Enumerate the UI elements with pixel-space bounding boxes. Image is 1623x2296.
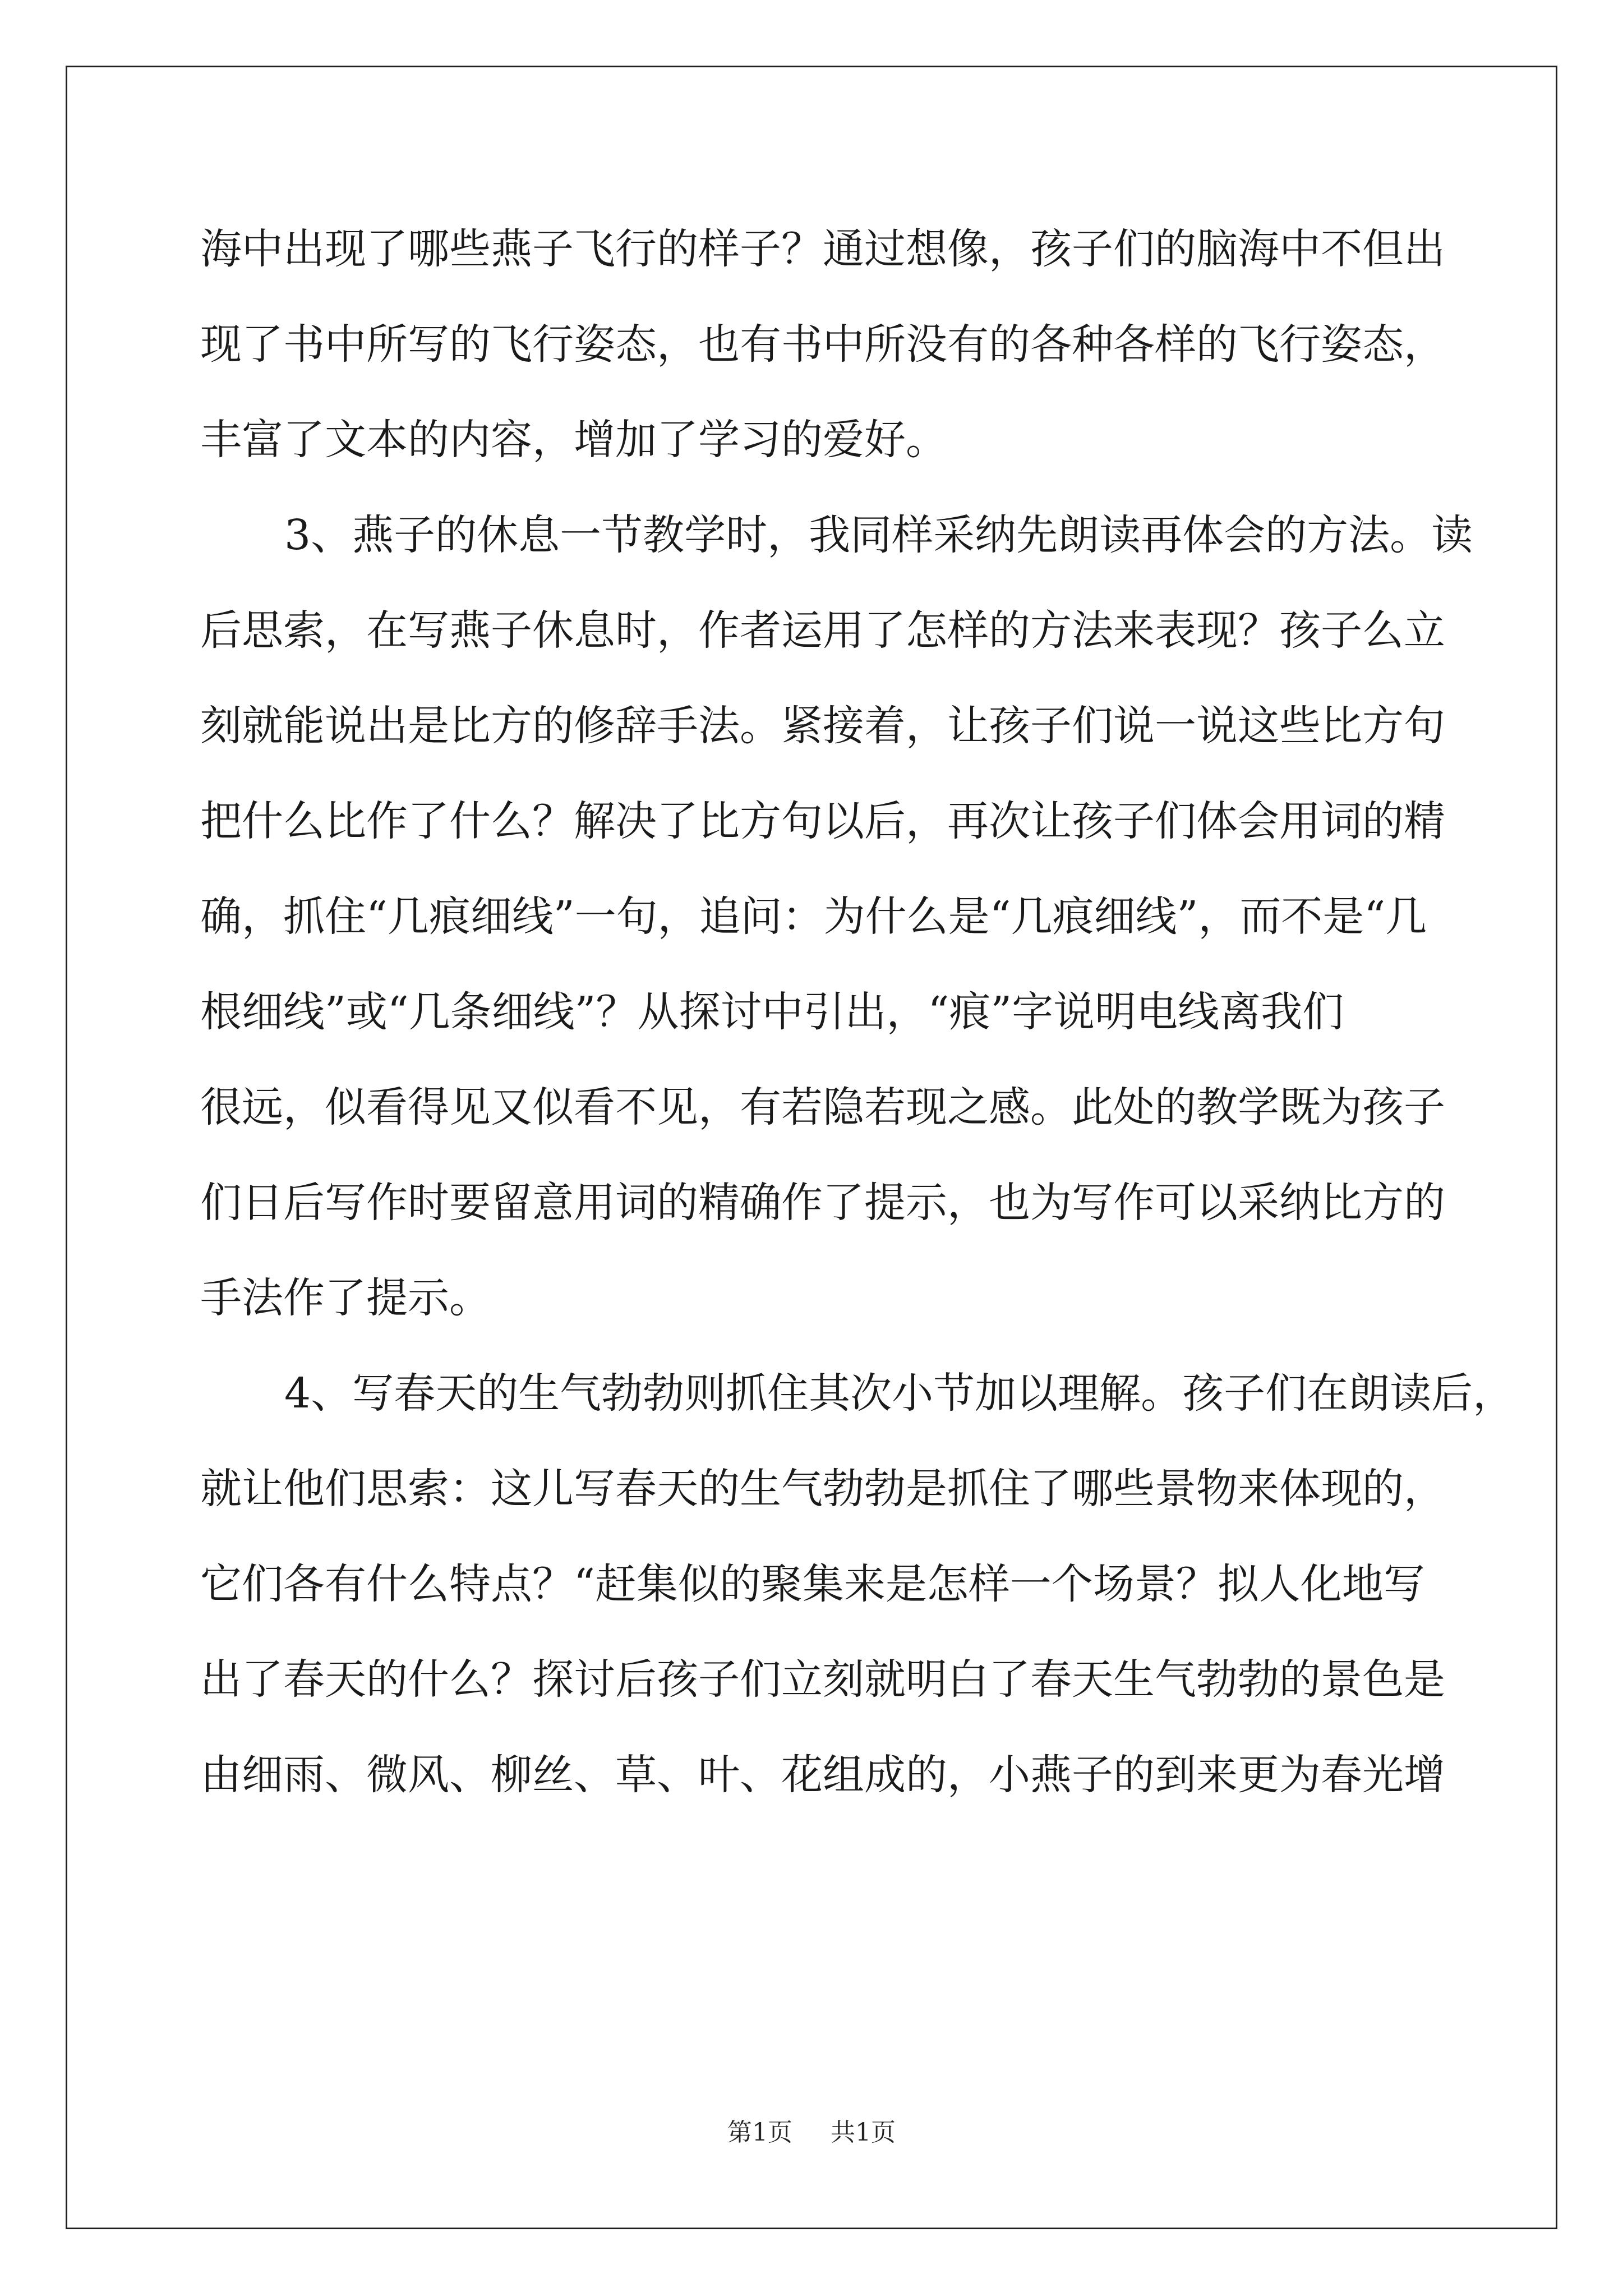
page-total: 共1页 (831, 2118, 896, 2147)
text-line-10: 很远，似看得见又似看不见，有若隐若现之感。此处的教学既为孩子 (200, 1083, 1445, 1131)
text-line-4: 3、燕子的休息一节教学时，我同样采纳先朗读再体会的方法。读 (284, 511, 1473, 559)
text-line-11: 们日后写作时要留意用词的精确作了提示，也为写作可以采纳比方的 (200, 1179, 1445, 1227)
text-line-7: 把什么比作了什么？解决了比方句以后，再次让孩子们体会用词的精 (200, 797, 1445, 845)
text-line-2: 现了书中所写的飞行姿态，也有书中所没有的各种各样的飞行姿态， (200, 320, 1445, 369)
text-line-3: 丰富了文本的内容，增加了学习的爱好。 (200, 416, 947, 464)
page-border (66, 66, 1557, 2229)
text-line-16: 出了春天的什么？探讨后孩子们立刻就明白了春天生气勃勃的景色是 (200, 1655, 1445, 1704)
text-line-14: 就让他们思索：这儿写春天的生气勃勃是抓住了哪些景物来体现的， (200, 1465, 1445, 1513)
text-line-17: 由细雨、微风、柳丝、草、叶、花组成的，小燕子的到来更为春光增 (200, 1751, 1445, 1799)
text-line-12: 手法作了提示。 (200, 1274, 491, 1322)
text-line-8: 确，抓住“几痕细线”一句，追问：为什么是“几痕细线”，而不是“几 (200, 892, 1427, 941)
text-line-5: 后思索，在写燕子休息时，作者运用了怎样的方法来表现？孩子么立 (200, 606, 1445, 655)
text-line-15: 它们各有什么特点？“赶集似的聚集来是怎样一个场景？拟人化地写 (200, 1560, 1425, 1608)
page-footer (0, 2112, 1623, 2148)
page-number: 第1页 (727, 2118, 792, 2147)
text-line-1: 海中出现了哪些燕子飞行的样子？通过想像，孩子们的脑海中不但出 (200, 225, 1445, 273)
text-line-6: 刻就能说出是比方的修辞手法。紧接着，让孩子们说一说这些比方句 (200, 702, 1445, 750)
text-line-13: 4、写春天的生气勃勃则抓住其次小节加以理解。孩子们在朗读后， (284, 1369, 1515, 1418)
text-line-9: 根细线”或“几条细线”？从探讨中引出，“痕”字说明电线离我们 (200, 988, 1344, 1036)
